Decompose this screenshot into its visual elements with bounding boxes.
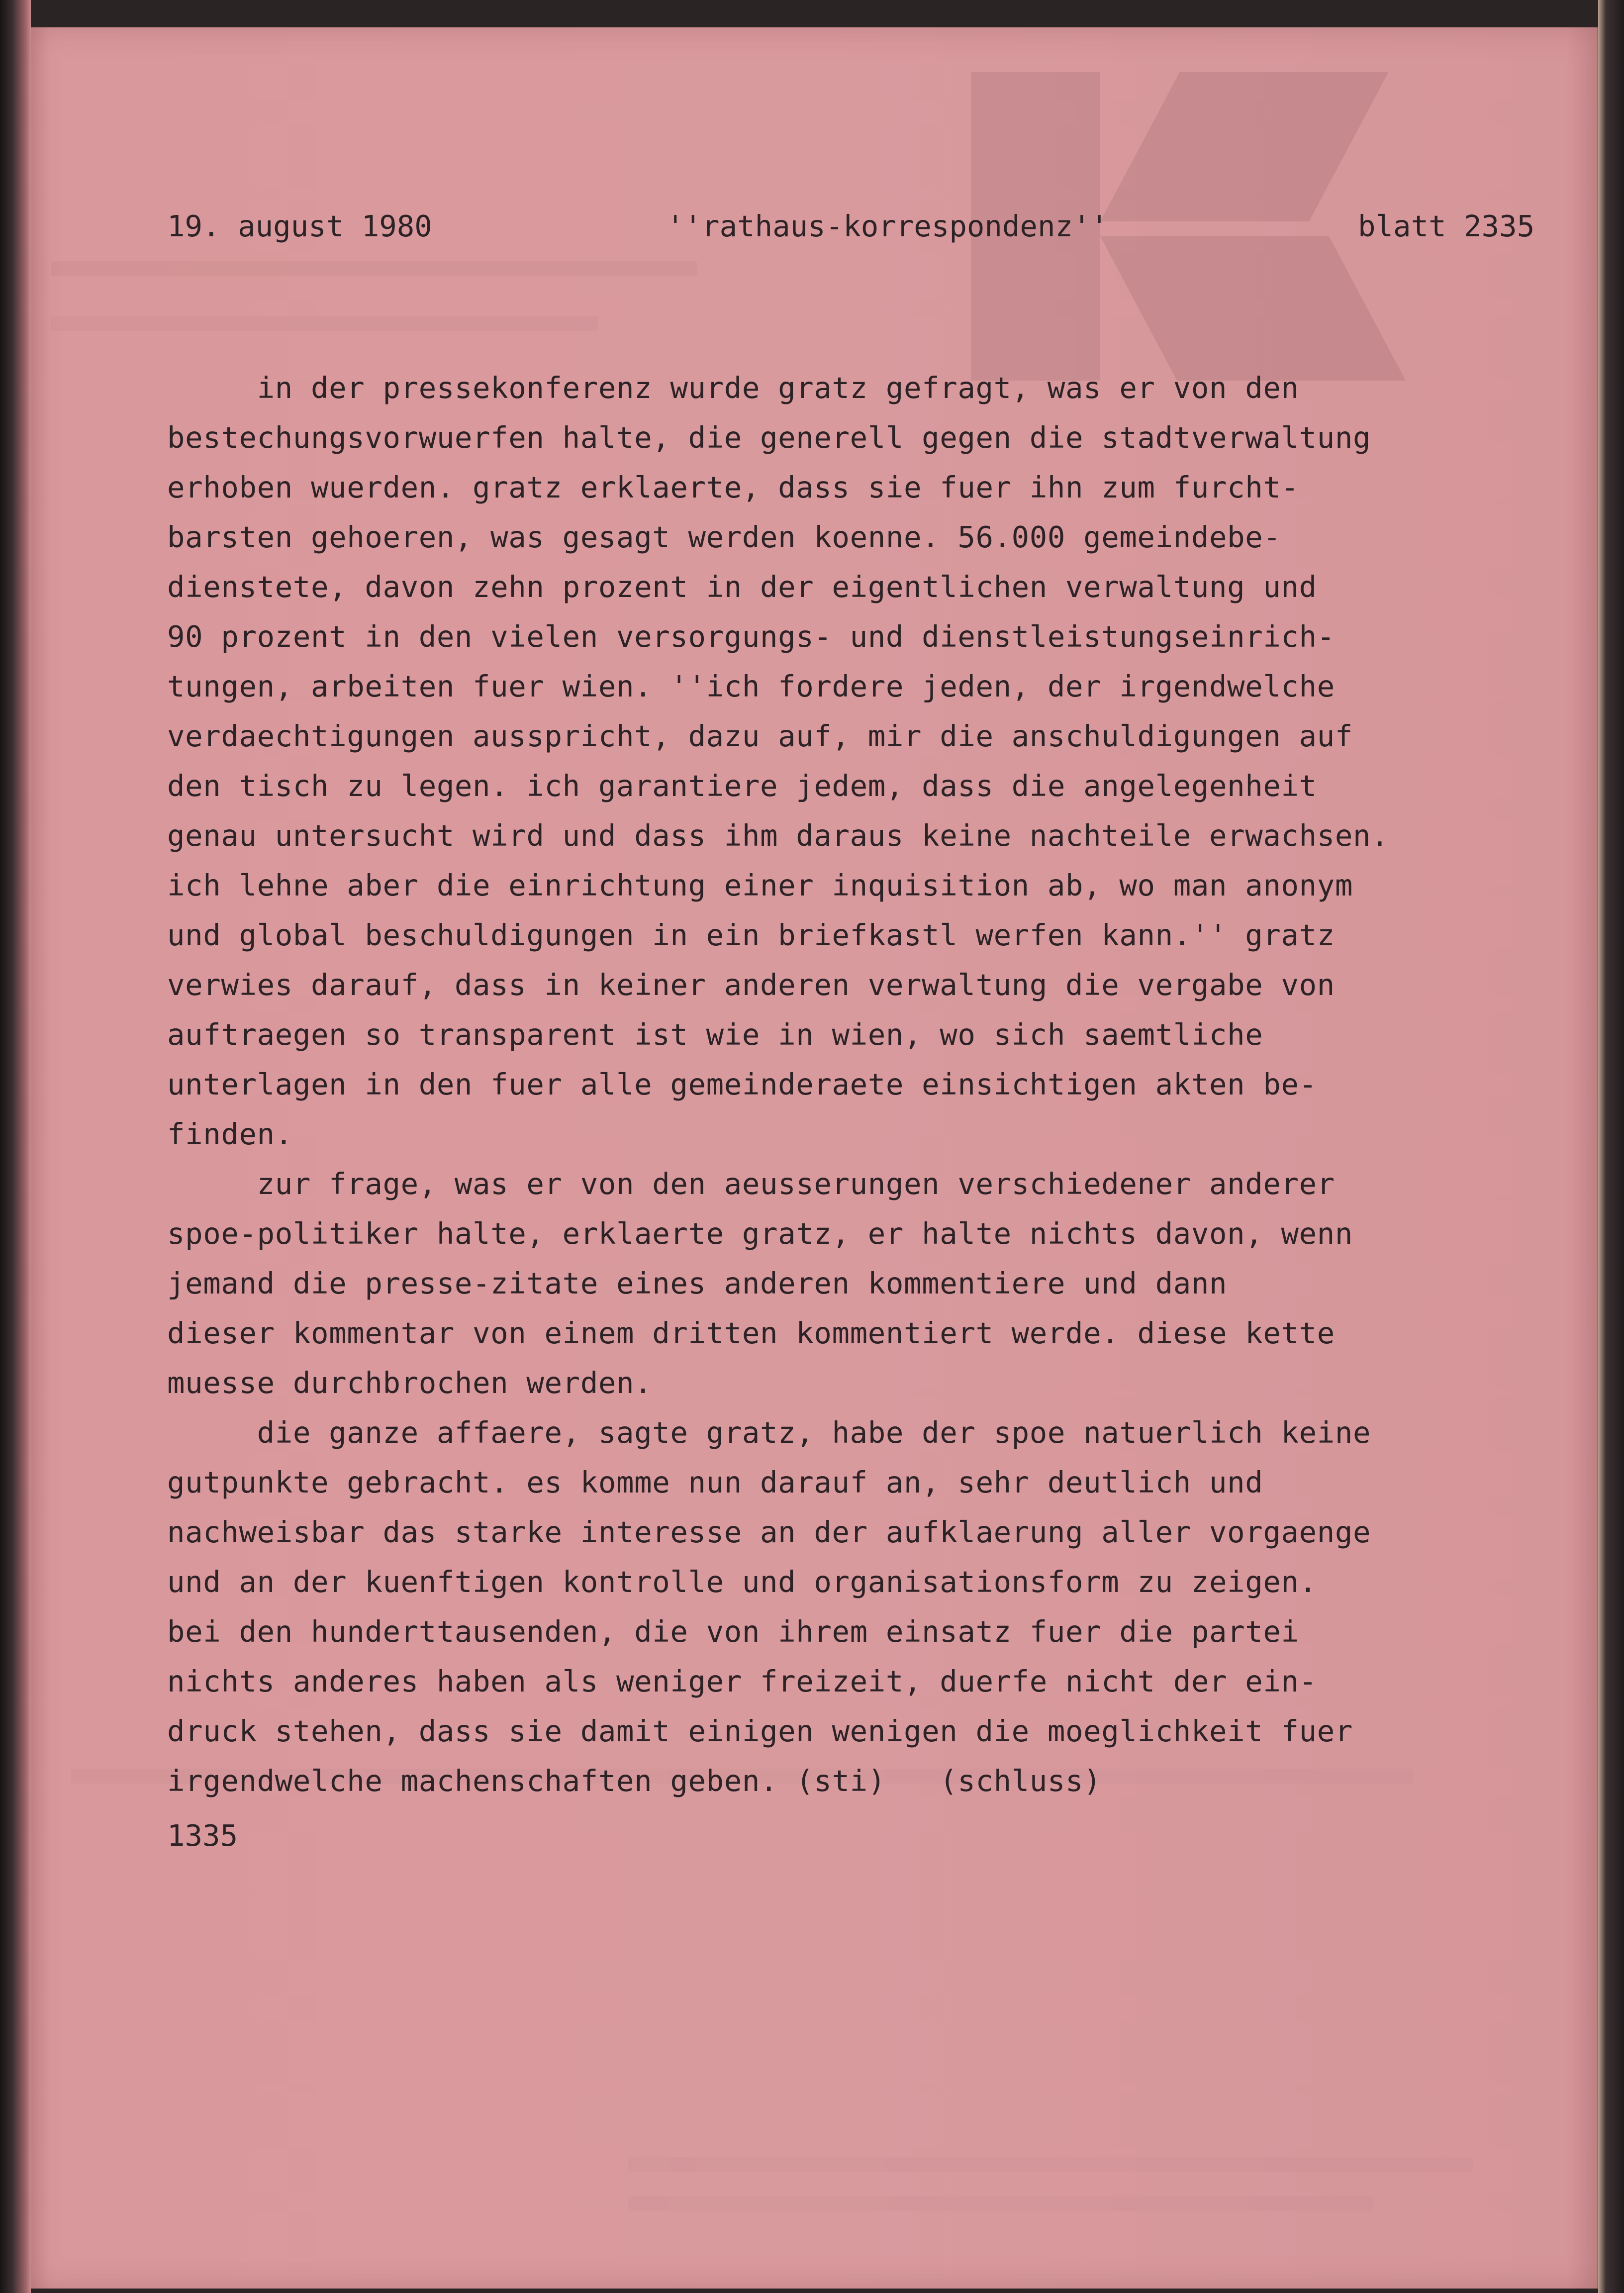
body-line: barsten gehoeren, was gesagt werden koenne. 56.000 gemeindebe- [167,520,1281,554]
body-line: und global beschuldigungen in ein briefkastl werfen kann.'' gratz [167,918,1335,952]
body-line: zur frage, was er von den aeusserungen verschiedener anderer [167,1167,1335,1201]
body-line: irgendwelche machenschaften geben. (sti) (schluss) [167,1764,1102,1798]
header-date: 19. august 1980 [167,209,432,243]
body-line: dienstete, davon zehn prozent in der eigentlichen verwaltung und [167,570,1317,604]
body-line: erhoben wuerden. gratz erklaerte, dass sie fuer ihn zum furcht- [167,470,1299,504]
body-line: und an der kuenftigen kontrolle und organisationsform zu zeigen. [167,1565,1317,1599]
body-line: jemand die presse-zitate eines anderen kommentiere und dann [167,1266,1228,1300]
body-line: nachweisbar das starke interesse an der aufklaerung aller vorgaenge [167,1515,1371,1549]
body-line: verwies darauf, dass in keiner anderen verwaltung die vergabe von [167,968,1335,1002]
body-line: bei den hunderttausenden, die von ihrem einsatz fuer die partei [167,1614,1299,1649]
body-line: in der pressekonferenz wurde gratz gefragt, was er von den [167,371,1299,405]
body-line: den tisch zu legen. ich garantiere jedem, dass die angelegenheit [167,769,1317,803]
body-line: gutpunkte gebracht. es komme nun darauf an, sehr deutlich und [167,1465,1263,1499]
header-page-label: blatt 2335 [1358,209,1535,243]
body-line: bestechungsvorwuerfen halte, die generell gegen die stadtverwaltung [167,420,1371,455]
body-line: dieser kommentar von einem dritten kommentiert werde. diese kette [167,1316,1335,1350]
body-line: nichts anderes haben als weniger freizeit, duerfe nicht der ein- [167,1664,1317,1698]
footer-code: 1335 [167,1818,238,1853]
body-line: finden. [167,1117,293,1151]
body-line: unterlagen in den fuer alle gemeinderaete einsichtigen akten be- [167,1067,1317,1101]
body-line: muesse durchbrochen werden. [167,1366,653,1400]
body-line: auftraegen so transparent ist wie in wien, wo sich saemtliche [167,1017,1263,1052]
body-line: tungen, arbeiten fuer wien. ''ich fordere jeden, der irgendwelche [167,669,1335,703]
body-line: ich lehne aber die einrichtung einer inquisition ab, wo man anonym [167,868,1353,902]
body-line: verdaechtigungen ausspricht, dazu auf, mir die anschuldigungen auf [167,719,1353,753]
header-publication: ''rathaus-korrespondenz'' [667,209,1109,243]
body-line: spoe-politiker halte, erklaerte gratz, er halte nichts davon, wenn [167,1216,1353,1251]
body-line: druck stehen, dass sie damit einigen wenigen die moeglichkeit fuer [167,1714,1353,1748]
body-line: genau untersucht wird und dass ihm daraus keine nachteile erwachsen. [167,818,1389,853]
body-text [167,363,1570,1806]
body-line: 90 prozent in den vielen versorgungs- und dienstleistungseinrich- [167,619,1335,654]
body-line: die ganze affaere, sagte gratz, habe der spoe natuerlich keine [167,1415,1371,1450]
